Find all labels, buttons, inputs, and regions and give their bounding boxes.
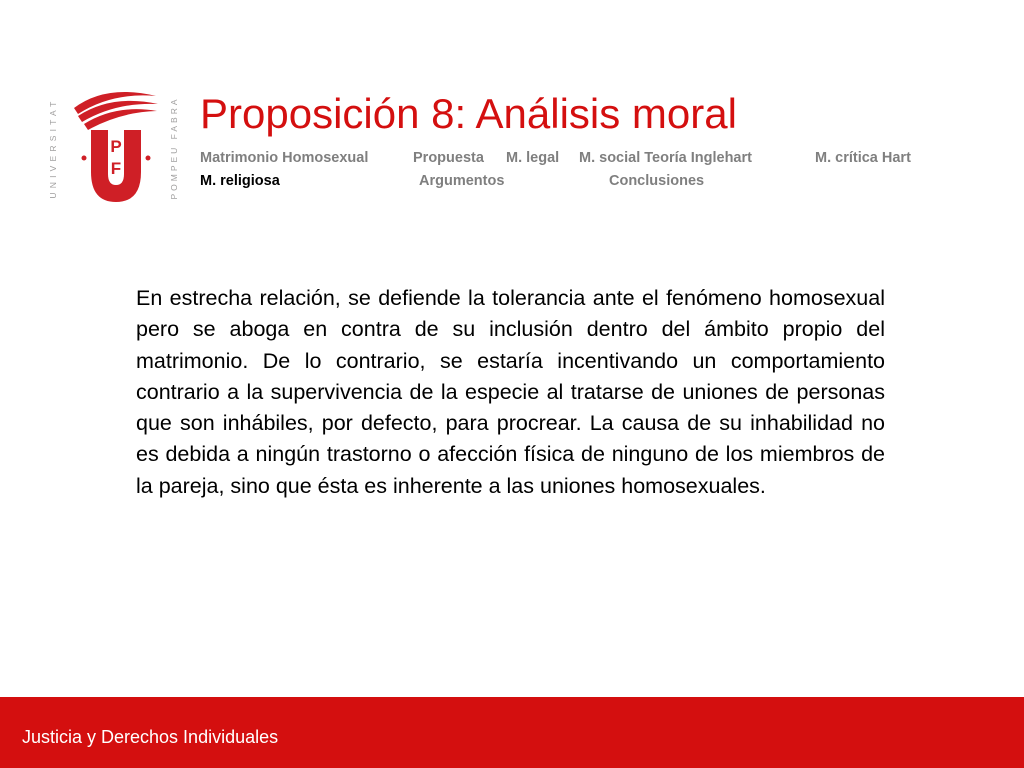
logo-letter-p: P [110, 137, 122, 156]
nav-link-m-religiosa[interactable]: M. religiosa [200, 173, 280, 189]
body-paragraph: En estrecha relación, se defiende la tolerancia ante el fenómeno homosexual pero se aboga en contra de su inclusión dentro del ámbito propio del matrimonio. De lo contrario, se estaría incentivando un comportamiento contrario a la supervivencia de la especie al tratarse de uniones de personas que son inhábiles, por defecto, para procrear. La causa de su inhabilidad no es debida a ningún trastorno o afección física de ninguno de los miembros de la pareja, sino que ésta es inherente a las uniones homosexuales. [136, 286, 885, 498]
nav-link-argumentos[interactable]: Argumentos [419, 173, 505, 189]
nav-link-propuesta[interactable]: Propuesta [413, 150, 484, 166]
logo-text-universitat: UNIVERSITAT [48, 97, 58, 199]
upf-logo [44, 86, 184, 210]
nav-link-m-legal[interactable]: M. legal [506, 150, 560, 166]
logo-letter-f: F [110, 159, 122, 178]
footer-text: Justicia y Derechos Individuales [22, 727, 279, 747]
logo-dot-right [146, 156, 151, 161]
nav-link-matrimonio-homosexual[interactable]: Matrimonio Homosexual [200, 150, 369, 166]
nav-link-m-social[interactable]: M. social Teoría Inglehart [579, 150, 752, 166]
nav-link-m-critica[interactable]: M. crítica Hart [815, 150, 911, 166]
logo-text-pompeu-fabra: POMPEU FABRA [169, 96, 179, 200]
logo-swoosh [74, 92, 158, 130]
logo-dot-left [82, 156, 87, 161]
nav-link-conclusiones[interactable]: Conclusiones [609, 173, 705, 189]
slide-title: Proposición 8: Análisis moral [200, 90, 737, 137]
footer-bar [0, 697, 1024, 768]
